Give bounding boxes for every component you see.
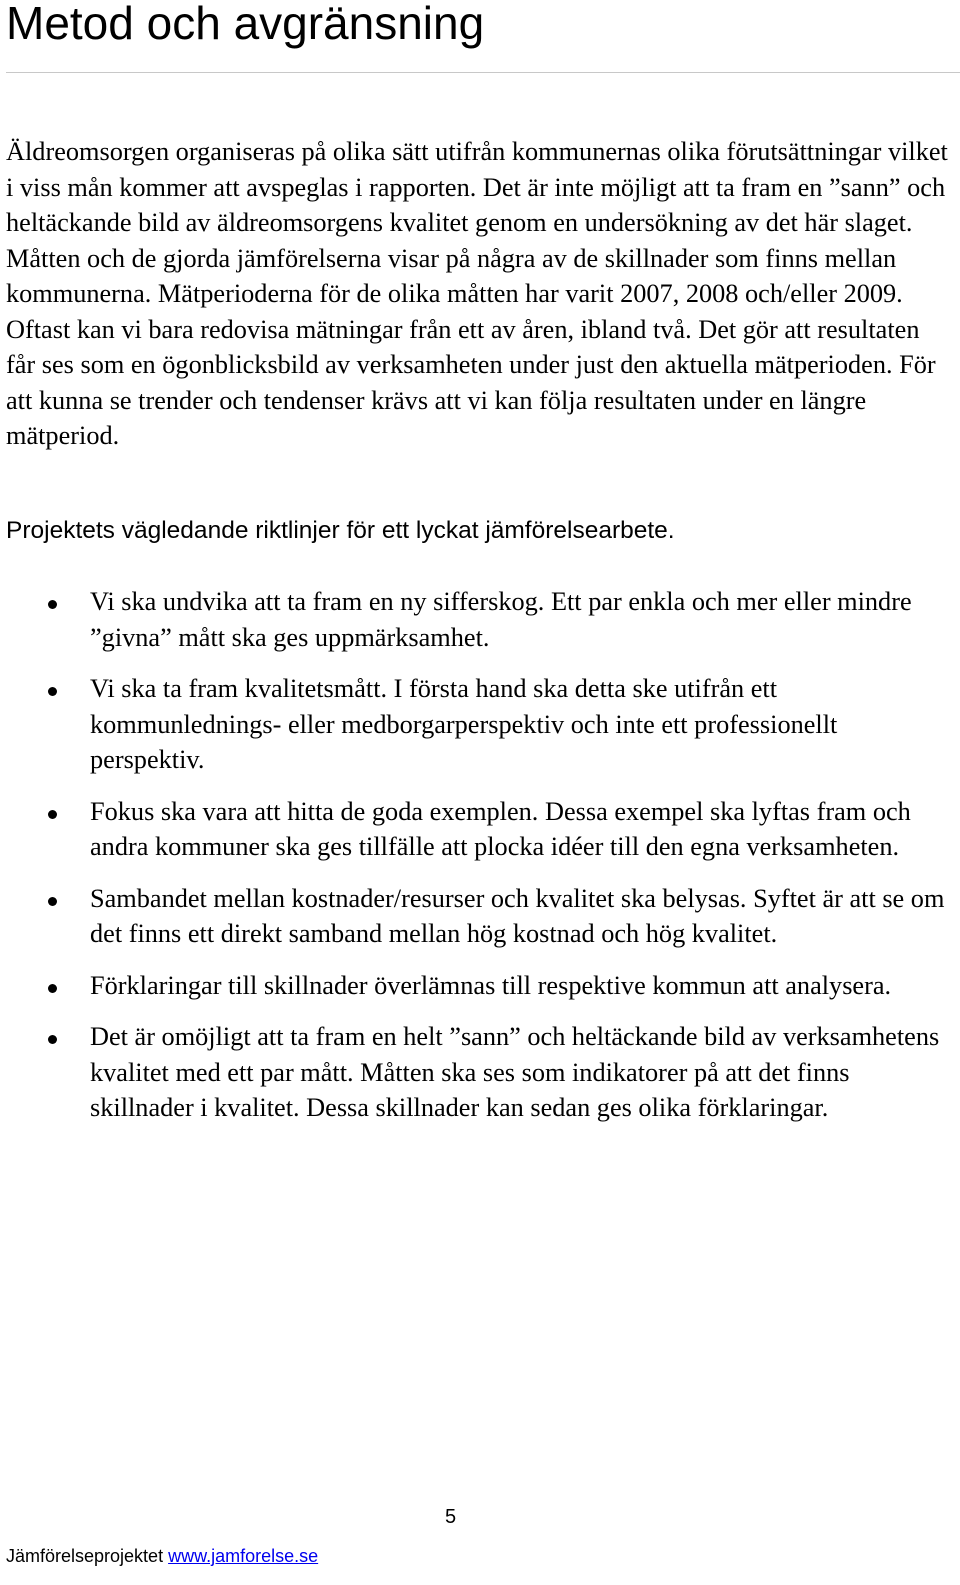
- list-item: [0, 1019, 950, 1126]
- guidelines-heading: Projektets vägledande riktlinjer för ett lyckat jämförelsearbete.: [6, 517, 675, 544]
- list-item: [0, 794, 950, 865]
- footer-website-link[interactable]: www.jamforelse.se: [168, 1546, 319, 1566]
- list-item-text: Sambandet mellan kostnader/resurser och kvalitet ska belysas. Syftet är att se om det finns ett direkt samband mellan hög kostnad och hög kvalitet.: [90, 883, 945, 948]
- list-item-text: Vi ska undvika att ta fram en ny sifferskog. Ett par enkla och mer eller mindre ”givna” mått ska ges uppmärksamhet.: [90, 587, 912, 652]
- intro-paragraph: Äldreomsorgen organiseras på olika sätt utifrån kommunernas olika förutsättningar vilket i viss mån kommer att avspeglas i rapporten. Det är inte möjligt att ta fram en ”sann” och heltäckande bild av äldreomsorgens kvalitet genom en undersökning av det här slaget. Måtten och de gjorda jämförelserna visar på några av de skillnader som finns mellan kommunerna. Mätperioderna för de olika måtten har varit 2007, 2008 och/eller 2009. Oftast kan vi bara redovisa mätningar från ett av åren, ibland två. Det gör att resultaten får ses som en ögonblicksbild av verksamheten under just den aktuella mätperioden. För att kunna se trender och tendenser krävs att vi kan följa resultaten under en längre mätperiod.: [6, 137, 948, 450]
- list-item-text: Förklaringar till skillnader överlämnas till respektive kommun att analysera.: [90, 970, 892, 1000]
- list-item: [0, 584, 950, 655]
- list-item: [0, 968, 950, 1004]
- bullet-icon: [48, 984, 57, 993]
- footer-project-name: Jämförelseprojektet: [6, 1546, 164, 1566]
- guidelines-list: [0, 584, 950, 1126]
- list-item: [0, 881, 950, 952]
- page-title: Metod och avgränsning: [6, 0, 485, 49]
- list-item: [0, 671, 950, 778]
- list-item-text: Fokus ska vara att hitta de goda exemplen. Dessa exempel ska lyftas fram och andra kommuner ska ges tillfälle att plocka idéer till den egna verksamheten.: [90, 796, 911, 861]
- page-number: 5: [445, 1506, 457, 1528]
- bullet-icon: [48, 1035, 57, 1044]
- list-item-text: Vi ska ta fram kvalitetsmått. I första hand ska detta ske utifrån ett kommunlednings- eller medborgarperspektiv och inte ett professionellt perspektiv.: [90, 674, 838, 774]
- bullet-icon: [48, 897, 57, 906]
- bullet-icon: [48, 687, 57, 696]
- bullet-icon: [48, 810, 57, 819]
- footer: [6, 1546, 318, 1567]
- title-divider: [6, 72, 960, 73]
- bullet-icon: [48, 600, 57, 609]
- list-item-text: Det är omöjligt att ta fram en helt ”sann” och heltäckande bild av verksamhetens kvalitet med ett par mått. Måtten ska ses som indikatorer på att det finns skillnader i kvalitet. Dessa skillnader kan sedan ges olika förklaringar.: [90, 1022, 940, 1122]
